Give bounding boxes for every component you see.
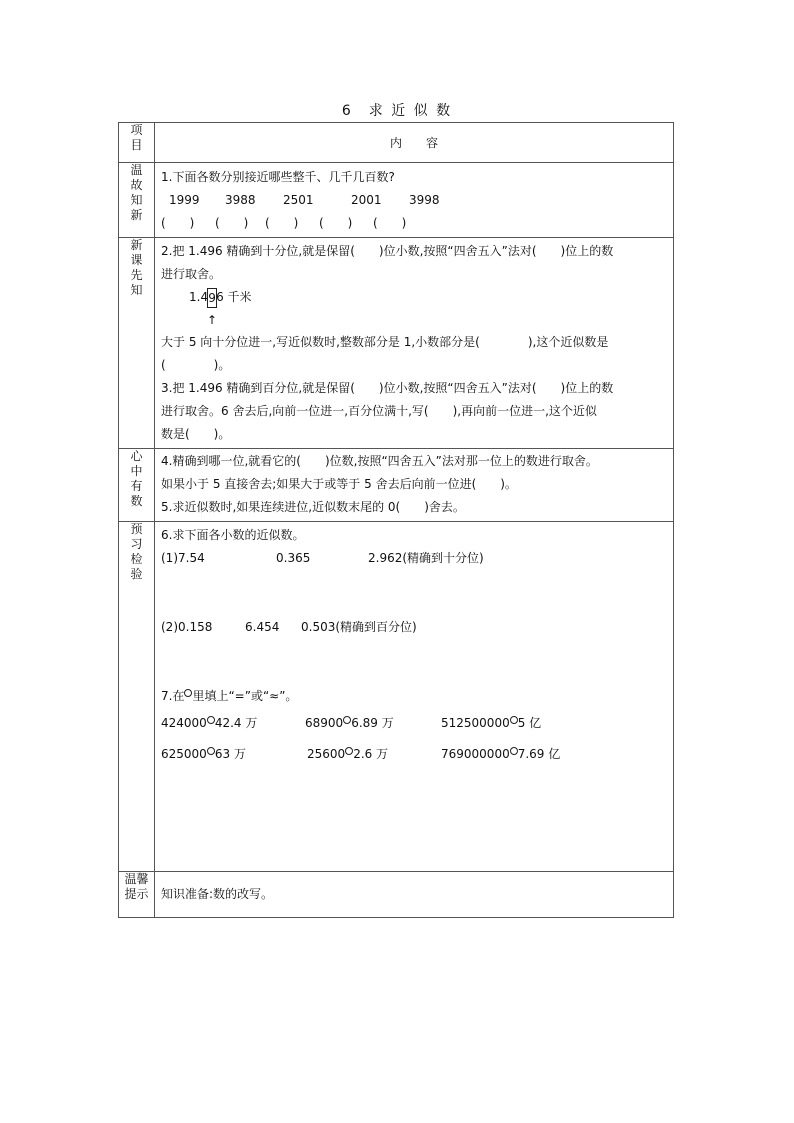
header-row <box>119 123 674 163</box>
question-3c: 数是( )。 <box>161 427 231 441</box>
answer-blank: ( ) <box>265 216 299 230</box>
preview-row <box>119 238 674 449</box>
number-illustration: 1.496 千米 <box>161 286 667 309</box>
number-item: 3988 <box>225 193 256 207</box>
question-4a: 4.精确到哪一位,就看它的( )位数,按照“四舍五入”法对那一位上的数进行取舍。 <box>161 454 598 468</box>
circle-blank-icon[interactable] <box>510 716 518 724</box>
review-content <box>155 163 674 238</box>
preview-content <box>155 238 674 449</box>
mind-label: 心中有数 <box>119 449 155 522</box>
answer-blank: ( ) <box>373 216 407 230</box>
question-3b: 进行取舍。6 舍去后,向前一位进一,百分位满十,写( ),再向前一位进一,这个近似 <box>161 404 597 418</box>
circle-blank-icon[interactable] <box>207 716 215 724</box>
tip-text: 知识准备:数的改写。 <box>161 887 274 901</box>
number-item: 1999 <box>169 193 200 207</box>
question-2d: ( )。 <box>161 358 231 372</box>
number-item: 2001 <box>351 193 382 207</box>
question-6-part2: (2)0.158 6.454 0.503(精确到百分位) <box>161 620 417 634</box>
compare-item: 25600 2.6 万 <box>307 747 389 761</box>
boxed-digit: 9 <box>207 288 217 308</box>
answer-blank: ( ) <box>161 216 195 230</box>
question-5: 5.求近似数时,如果连续进位,近似数末尾的 0( )舍去。 <box>161 500 465 514</box>
page-title: 6 求 近 似 数 <box>341 103 453 119</box>
compare-item: 424000 42.4 万 <box>161 716 258 730</box>
review-label: 温故知新 <box>119 163 155 238</box>
mind-row <box>119 449 674 522</box>
compare-row-1 <box>161 712 667 735</box>
circle-blank-icon[interactable] <box>510 747 518 755</box>
question-6: 6.求下面各小数的近似数。 <box>161 528 305 542</box>
worksheet-table <box>118 122 674 918</box>
circle-blank-icon[interactable] <box>343 716 351 724</box>
compare-item: 625000 63 万 <box>161 747 246 761</box>
header-content-cell: 内 容 <box>155 123 674 163</box>
question-6-part1: (1)7.54 0.365 2.962(精确到十分位) <box>161 551 484 565</box>
compare-item: 68900 6.89 万 <box>305 716 394 730</box>
mind-content <box>155 449 674 522</box>
question-3a: 3.把 1.496 精确到百分位,就是保留( )位小数,按照“四舍五入”法对( )位上的数 <box>161 381 614 395</box>
compare-item: 512500000 5 亿 <box>441 716 542 730</box>
tip-row <box>119 872 674 918</box>
compare-item: 769000000 7.69 亿 <box>441 747 561 761</box>
circle-blank-icon[interactable] <box>345 747 353 755</box>
check-label: 预习检验 <box>119 522 155 872</box>
question-7: 7.在 里填上“=”或“≈”。 <box>161 689 298 703</box>
check-row <box>119 522 674 872</box>
compare-row-2 <box>161 743 667 766</box>
number-list <box>161 189 667 212</box>
question-4b: 如果小于 5 直接舍去;如果大于或等于 5 舍去后向前一位进( )。 <box>161 477 517 491</box>
tip-label: 温馨提示 <box>119 872 155 918</box>
check-content <box>155 522 674 872</box>
answer-blank: ( ) <box>215 216 249 230</box>
header-item-cell: 项目 <box>119 123 155 163</box>
question-2c: 大于 5 向十分位进一,写近似数时,整数部分是 1,小数部分是( ),这个近似数是 <box>161 335 609 349</box>
tip-content <box>155 872 674 918</box>
review-row <box>119 163 674 238</box>
question-2a: 2.把 1.496 精确到十分位,就是保留( )位小数,按照“四舍五入”法对( )位上的数 <box>161 244 614 258</box>
number-item: 2501 <box>283 193 314 207</box>
question-1: 1.下面各数分别接近哪些整千、几千几百数? <box>161 170 395 184</box>
circle-blank-icon[interactable] <box>207 747 215 755</box>
preview-label: 新课先知 <box>119 238 155 449</box>
question-2b: 进行取舍。 <box>161 267 222 281</box>
up-arrow-icon: ↑ <box>207 313 218 327</box>
blank-list <box>161 212 667 235</box>
answer-blank: ( ) <box>319 216 353 230</box>
number-item: 3998 <box>409 193 440 207</box>
